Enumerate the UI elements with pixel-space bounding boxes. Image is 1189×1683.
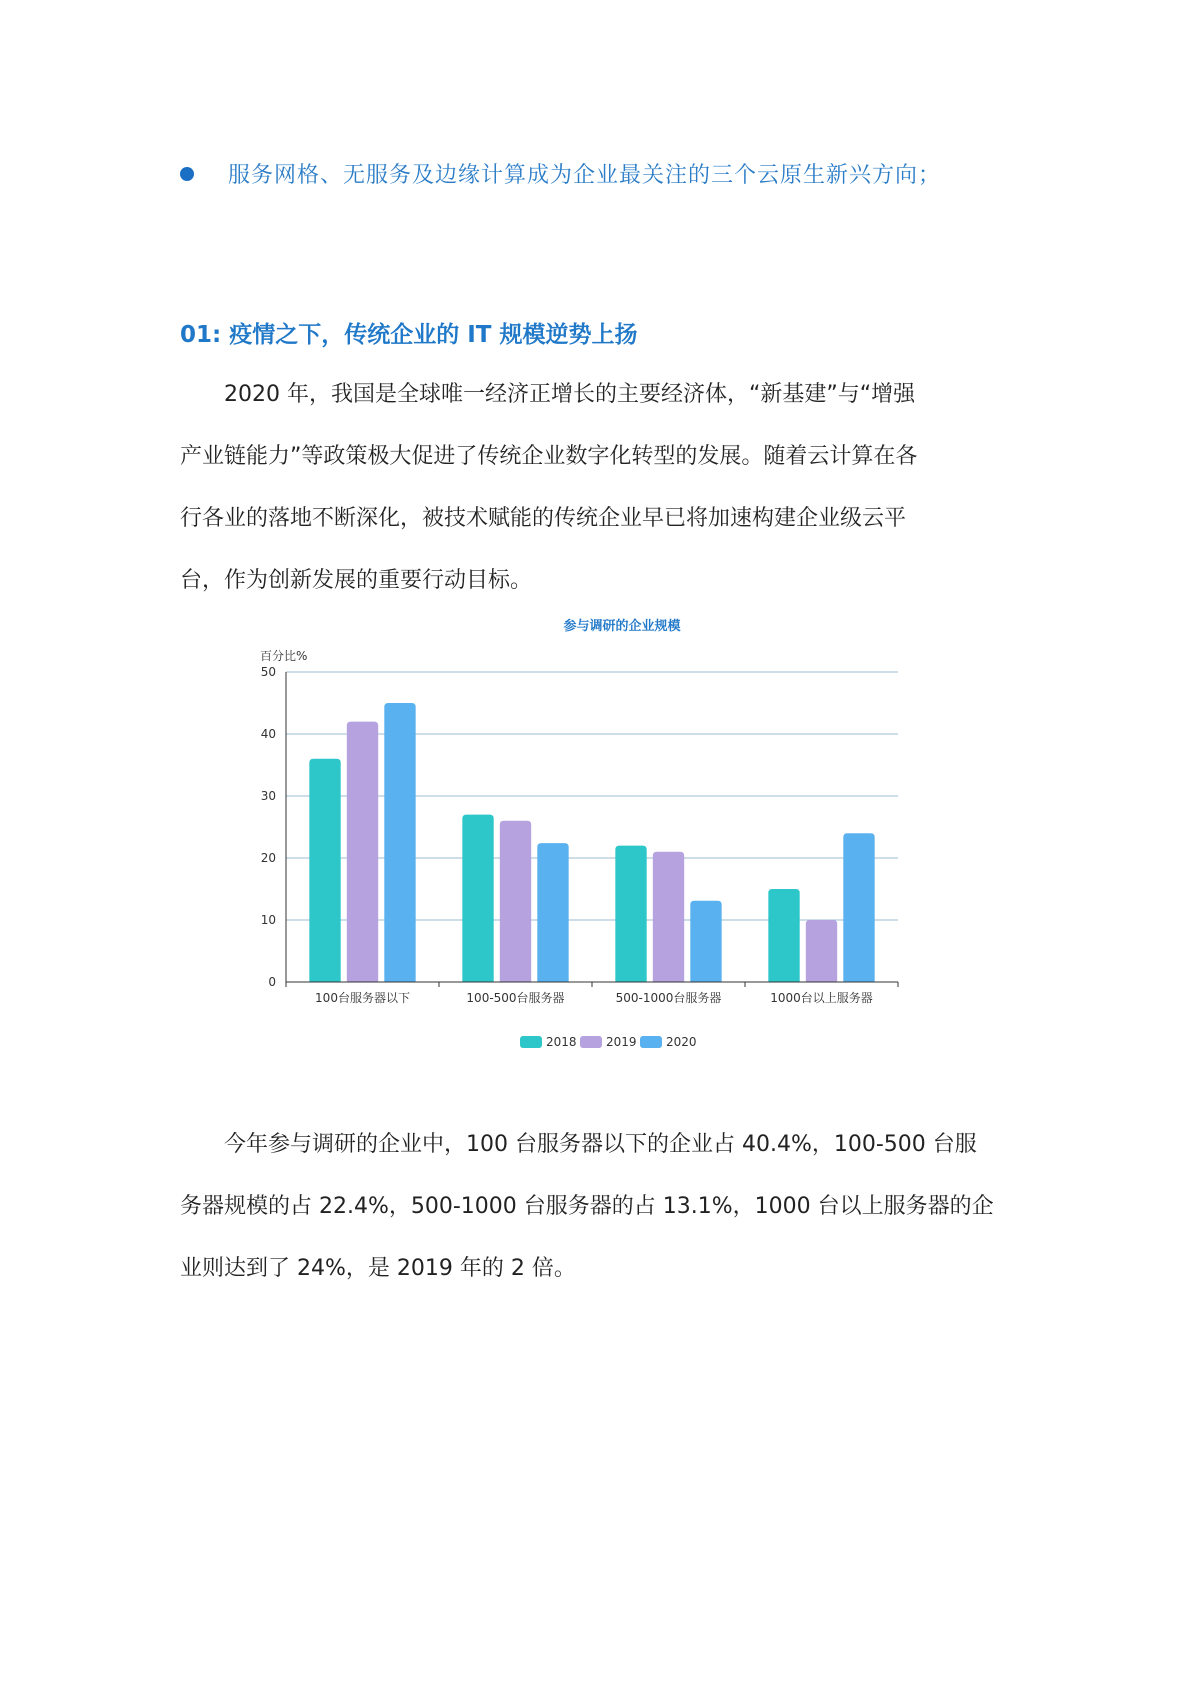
legend-swatch: [580, 1036, 602, 1048]
x-tick-label: 100台服务器以下: [315, 991, 410, 1005]
bar-2018-3: [768, 889, 799, 982]
bar-chart-svg: [238, 612, 958, 1112]
bar-2018-0: [309, 759, 340, 982]
paragraph-line: 台，作为创新发展的重要行动目标。: [180, 568, 533, 593]
paragraph-line: 产业链能力”等政策极大促进了传统企业数字化转型的发展。随着云计算在各: [180, 444, 918, 469]
y-tick-label: 50: [260, 665, 276, 679]
y-tick-label: 40: [260, 727, 276, 741]
legend-swatch: [520, 1036, 542, 1048]
paragraph-line: 2020 年，我国是全球唯一经济正增长的主要经济体，“新基建”与“增强: [180, 382, 916, 407]
paragraph-line: 今年参与调研的企业中，100 台服务器以下的企业占 40.4%，100-500 台服: [180, 1132, 977, 1157]
bar-2018-2: [615, 846, 646, 982]
paragraph-line: 业则达到了 24%，是 2019 年的 2 倍。: [180, 1256, 576, 1281]
bar-2020-2: [690, 901, 721, 982]
chart-title: 参与调研的企业规模: [563, 619, 681, 634]
bullet-text: 服务网格、无服务及边缘计算成为企业最关注的三个云原生新兴方向；: [228, 163, 942, 188]
x-tick-label: 500-1000台服务器: [615, 991, 722, 1005]
bar-chart: [238, 612, 958, 1112]
legend-label: 2018: [546, 1035, 577, 1049]
y-tick-label: 0: [268, 975, 276, 989]
bar-2020-0: [384, 703, 415, 982]
y-axis-label: 百分比%: [260, 649, 308, 663]
bullet-dot-icon: [180, 167, 194, 181]
bar-2019-3: [806, 920, 837, 982]
bar-2018-1: [462, 815, 493, 982]
bar-2019-1: [500, 821, 531, 982]
paragraph-summary: [180, 1114, 1010, 1300]
x-tick-label: 100-500台服务器: [466, 991, 565, 1005]
section-heading: 01: 疫情之下，传统企业的 IT 规模逆势上扬: [180, 322, 638, 348]
y-tick-label: 10: [260, 913, 276, 927]
bar-2020-3: [843, 833, 874, 982]
bar-2020-1: [537, 843, 568, 982]
bullet-item: [180, 158, 1060, 189]
legend-label: 2019: [606, 1035, 637, 1049]
bar-2019-2: [653, 852, 684, 982]
bar-layer: [309, 703, 874, 982]
y-tick-label: 20: [260, 851, 276, 865]
x-tick-label: 1000台以上服务器: [770, 991, 873, 1005]
legend-label: 2020: [666, 1035, 697, 1049]
legend-swatch: [640, 1036, 662, 1048]
legend: [520, 1035, 697, 1049]
bar-2019-0: [347, 722, 378, 982]
paragraph-intro: [180, 364, 1010, 612]
y-tick-label: 30: [260, 789, 276, 803]
paragraph-line: 行各业的落地不断深化，被技术赋能的传统企业早已将加速构建企业级云平: [180, 506, 907, 531]
paragraph-line: 务器规模的占 22.4%，500-1000 台服务器的占 13.1%，1000 台以上服务器的企: [180, 1194, 994, 1219]
